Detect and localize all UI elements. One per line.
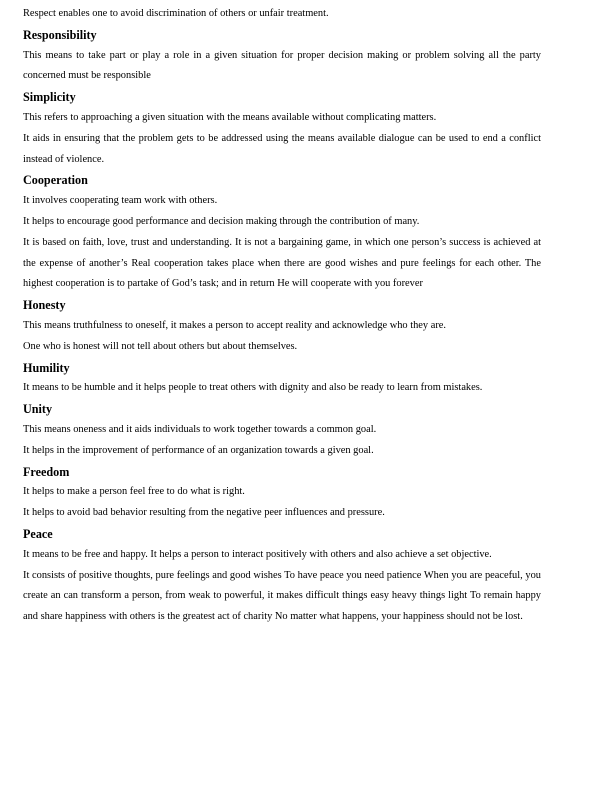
paragraph: This means to take part or play a role in a given situation for proper decision making or problem solving all the party concerned must be responsible [23,49,541,82]
paragraph: It helps to encourage good performance and decision making through the contribution of many. [23,215,420,227]
heading-peace: Peace [23,526,53,541]
heading-cooperation: Cooperation [23,173,88,188]
heading-freedom: Freedom [23,464,70,479]
paragraph: This means oneness and it aids individuals to work together towards a common goal. [23,423,377,435]
paragraph: It means to be free and happy. It helps a person to interact positively with others and also achieve a set objective. [23,548,492,560]
document-page [23,4,541,628]
paragraph: It helps to avoid bad behavior resulting from the negative peer influences and pressure. [23,507,385,519]
paragraph: It means to be humble and it helps people to treat others with dignity and also be ready to learn from mistakes. [23,382,483,394]
paragraph: It is based on faith, love, trust and understanding. It is not a bargaining game, in which one person’s success is achieved at the expense of another’s Real cooperation takes place when there are good wishes and pure feelings for each other. The highest cooperation is to partake of God’s task; and in return He will cooperate with you forever [23,236,541,290]
paragraph: This means truthfulness to oneself, it makes a person to accept reality and acknowledge who they are. [23,319,446,331]
intro-paragraph: Respect enables one to avoid discrimination of others or unfair treatment. [23,8,329,19]
heading-honesty: Honesty [23,298,66,313]
paragraph: It helps in the improvement of performance of an organization towards a given goal. [23,444,374,456]
heading-humility: Humility [23,360,70,375]
paragraph: This refers to approaching a given situation with the means available without complicating matters. [23,111,437,123]
heading-unity: Unity [23,402,53,417]
heading-simplicity: Simplicity [23,90,76,105]
heading-responsibility: Responsibility [23,27,97,42]
paragraph: It helps to make a person feel free to do what is right. [23,486,245,498]
paragraph: It involves cooperating team work with others. [23,195,218,207]
paragraph: It aids in ensuring that the problem gets to be addressed using the means available dialogue can be used to end a conflict instead of violence. [23,132,541,165]
paragraph: It consists of positive thoughts, pure feelings and good wishes To have peace you need patience When you are peaceful, you create an can transform a person, from weak to powerful, it makes difficult things easy heavy things light To remain happy and share happiness with others is the greatest act of charity No matter what happens, your happiness should not be lost. [23,569,541,623]
paragraph: One who is honest will not tell about others but about themselves. [23,340,298,352]
